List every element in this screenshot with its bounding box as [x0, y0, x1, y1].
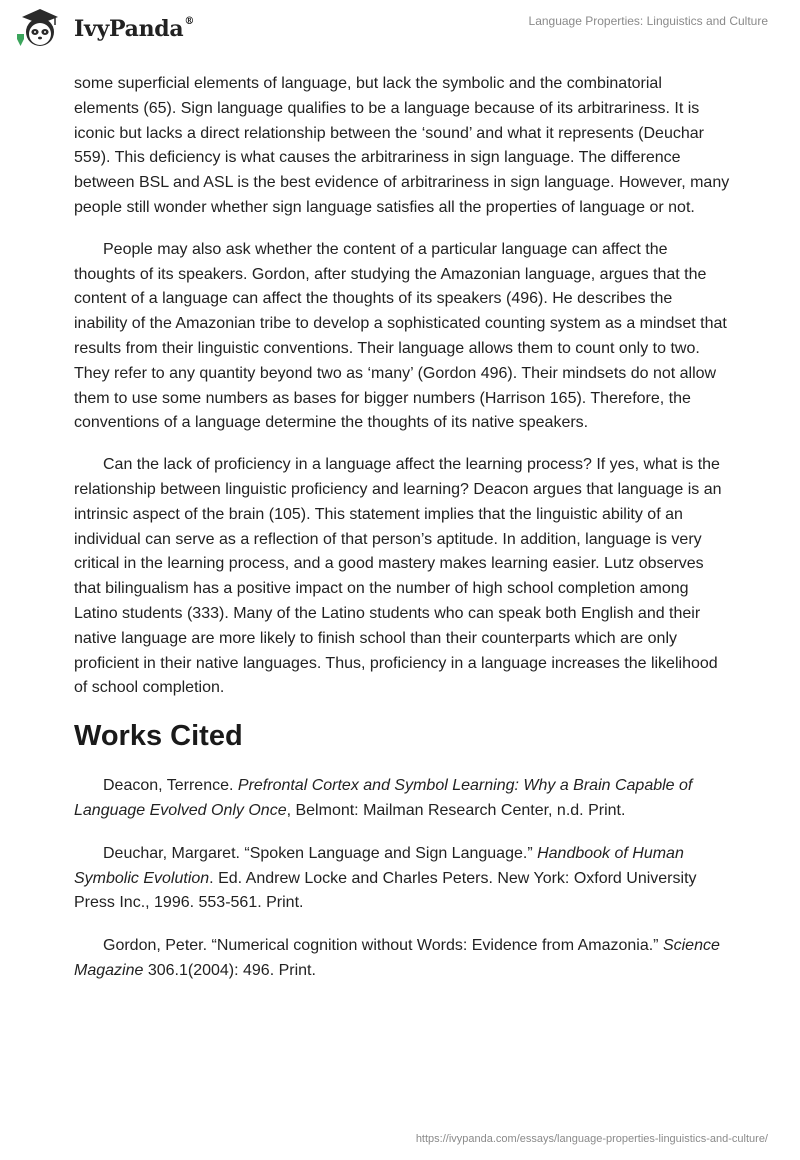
brand-name: IvyPanda® [74, 16, 195, 42]
citation-title: Prefrontal Cortex and Symbol Learning: Why a Brain Capable of Language Evolved Only Once [74, 777, 693, 819]
source-url[interactable]: https://ivypanda.com/essays/language-properties-linguistics-and-culture/ [415, 1133, 768, 1145]
citation-author: Deuchar, Margaret. “Spoken Language and Sign Language.” [103, 844, 538, 862]
document-title: Language Properties: Linguistics and Culture [528, 14, 768, 28]
citation-author: Deacon, Terrence. [103, 777, 238, 795]
essay-content [74, 72, 730, 1002]
works-cited-heading: Works Cited [74, 720, 243, 753]
citation-details: , Belmont: Mailman Research Center, n.d. Print. [286, 801, 626, 819]
panda-logo-icon [14, 8, 66, 50]
brand-logo[interactable] [14, 8, 194, 50]
citation-details: . Ed. Andrew Locke and Charles Peters. New York: Oxford University Press Inc., 1996. 553-561. Print. [74, 869, 697, 912]
citation-entry [74, 774, 730, 824]
page-header [0, 0, 800, 60]
paragraph: some superficial elements of language, but lack the symbolic and the combinatorial elements (65). Sign language qualifies to be a language because of its arbitrariness. It is iconic but lacks a direct relationship between the ‘sound’ and what it represents (Deuchar 559). This deficiency is what causes the arbitrariness in sign language. The difference between BSL and ASL is the best evidence of arbitrariness in sign language. However, many people still wonder whether sign language satisfies all the properties of language or not. [74, 75, 730, 216]
paragraph: People may also ask whether the content of a particular language can affect the thoughts of its speakers. Gordon, after studying the Amazonian language, argues that the content of a language can affect the thoughts of its speakers (496). He describes the inability of the Amazonian tribe to develop a sophisticated counting system as a mindset that results from their linguistic conventions. Their language allows them to count only to two. They refer to any quantity beyond two as ‘many’ (Gordon 496). Their mindsets do not allow them to use some numbers as bases for bigger numbers (Harrison 165). Therefore, the conventions of a language determine the thoughts of its native speakers. [74, 240, 727, 432]
citation-title: Handbook of Human Symbolic Evolution [74, 844, 684, 887]
citation-entry [74, 842, 730, 916]
citation-entry [74, 934, 730, 984]
citation-details: 306.1(2004): 496. Print. [143, 961, 316, 979]
paragraph: Can the lack of proficiency in a language affect the learning process? If yes, what is the relationship between linguistic proficiency and learning? Deacon argues that language is an intrinsic aspect of the brain (105). This statement implies that the linguistic ability of an individual can serve as a reflection of that person’s aptitude. In addition, language is very critical in the learning process, and a good mastery makes learning easier. Lutz observes that bilingualism has a positive impact on the number of high school completion among Latino students (333). Many of the Latino students who can speak both English and their native language are more likely to finish school than their counterparts which are only proficient in their native languages. Thus, proficiency in a language increases the likelihood of school completion. [74, 456, 722, 697]
citation-author: Gordon, Peter. “Numerical cognition without Words: Evidence from Amazonia.” [103, 937, 663, 955]
citation-title: Science Magazine [74, 937, 720, 979]
